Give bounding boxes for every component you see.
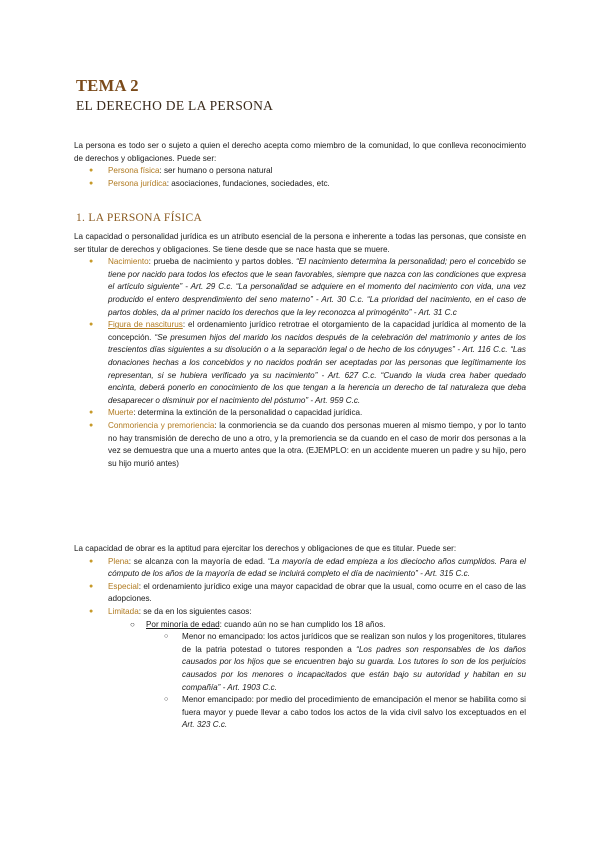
list-item: ● Persona física: ser humano o persona natural (74, 165, 526, 178)
list-item: ● Plena: se alcanza con la mayoría de edad. “La mayoría de edad empieza a los dieciocho años cumplidos. Para el cómputo de los años de la mayoría de edad se incluirá completo el día de nacimiento” - Art. 315 C.c. (74, 556, 526, 581)
list-item: ○ Por minoría de edad: cuando aún no se han cumplido los 18 años. (74, 619, 526, 632)
list-item: ● Limitada: se da en los siguientes casos: (74, 606, 526, 619)
list-item: ● Especial: el ordenamiento jurídico exige una mayor capacidad de obrar que la usual, como ocurre en el caso de las adopciones. (74, 581, 526, 606)
capacidad-obrar-section (74, 543, 526, 732)
term-nacimiento: Nacimiento (108, 257, 149, 267)
term-muerte: Muerte (108, 408, 134, 418)
term-minoria-edad: Por minoría de edad (146, 619, 220, 629)
persona-fisica-list (74, 256, 526, 470)
list-item: ● Figura de nasciturus: el ordenamiento jurídico retrotrae el otorgamiento de la capacidad jurídica al momento de la concepción. “Se presumen hijos del marido los nacidos después de la celebración del matrimonio y antes de los trescientos días siguientes a su disolución o a la separación legal o de hecho de los cónyuges” - Art. 116 C.c. “Las donaciones hechas a los concebidos y no nacidos podrán ser aceptadas por las personas que legítimamente los representan, si se hubiera verificado ya su nacimiento” - Art. 627 C.c. “Cuando la viuda crea haber quedado encinta, deberá ponerlo en conocimiento de los que tengan a la herencia un derecho de tal naturaleza que deba desaparecer o disminuir por el nacimiento del póstumo” - Art. 959 C.c. (74, 319, 526, 407)
term-especial: Especial (108, 581, 139, 591)
page-title: TEMA 2 (76, 76, 139, 95)
capacidad-list (74, 556, 526, 732)
list-item: ● Conmoriencia y premoriencia: la conmoriencia se da cuando dos personas mueren al mismo tiempo, y por lo tanto no hay transmisión de derecho de uno a otro, y la premoriencia se da cuando en el caso de morir dos personas a la vez se demuestra que una a muerto antes que la otra. (EJEMPLO: en un accidente mueren un padre y su hijo, pero su hijo murió antes) (74, 420, 526, 470)
section-heading: 1. LA PERSONA FÍSICA (76, 212, 203, 224)
section-paragraph: La capacidad de obrar es la aptitud para ejercitar los derechos y obligaciones de que es titular. Puede ser: (74, 544, 457, 553)
term-limitada: Limitada (108, 606, 139, 616)
persona-fisica-section (74, 231, 526, 470)
list-item: ● Muerte: determina la extinción de la personalidad o capacidad jurídica. (74, 407, 526, 420)
term-nasciturus: Figura de nasciturus (108, 320, 183, 330)
intro-paragraph: La persona es todo ser o sujeto a quien el derecho acepta como miembro de la comunidad, lo que conlleva reconocimiento de derechos y obligaciones. Puede ser: (74, 141, 526, 163)
term-conmoriencia: Conmoriencia y premoriencia (108, 420, 215, 430)
list-item: ● Persona jurídica: asociaciones, fundaciones, sociedades, etc. (74, 178, 526, 191)
list-item: ○ Menor emancipado: por medio del procedimiento de emancipación el menor se habilita como si fuera mayor y puede llevar a cabo todos los actos de la vida civil salvo los exceptuados en el Art. 323 C.c. (74, 694, 526, 732)
term-persona-fisica: Persona física (108, 166, 160, 176)
term-persona-juridica: Persona jurídica (108, 178, 167, 188)
intro-section (74, 140, 526, 190)
section-paragraph: La capacidad o personalidad jurídica es un atributo esencial de la persona e inherente a todas las personas, que consiste en ser titular de derechos y obligaciones. Se tiene desde que se nace hasta que se muere. (74, 232, 526, 254)
term-plena: Plena (108, 556, 129, 566)
page-subtitle: EL DERECHO DE LA PERSONA (76, 98, 274, 113)
list-item: ○ Menor no emancipado: los actos jurídicos que se realizan son nulos y los progenitores, titulares de la patria potestad o tutores responden a “Los padres son responsables de los daños causados por los hijos que se encuentren bajo su guarda. Los tutores lo son de los perjuicios causados por los menores o incapacitados que están bajo su autoridad y habitan en su compañía” - Art. 1903 C.c. (74, 631, 526, 694)
list-item: ● Nacimiento: prueba de nacimiento y partos dobles. “El nacimiento determina la personalidad; pero el concebido se tiene por nacido para todos los efectos que le sean favorables, siempre que nazca con las condiciones que expresa el artículo siguiente” - Art. 29 C.c. “La personalidad se adquiere en el momento del nacimiento con vida, una vez producido el entero desprendimiento del seno materno” - Art. 30 C.c. “La prioridad del nacimiento, en el caso de partos dobles, da al primer nacido los derechos que la ley reconozca al primogénito” - Art. 31 C.c (74, 256, 526, 319)
person-types-list (74, 165, 526, 190)
